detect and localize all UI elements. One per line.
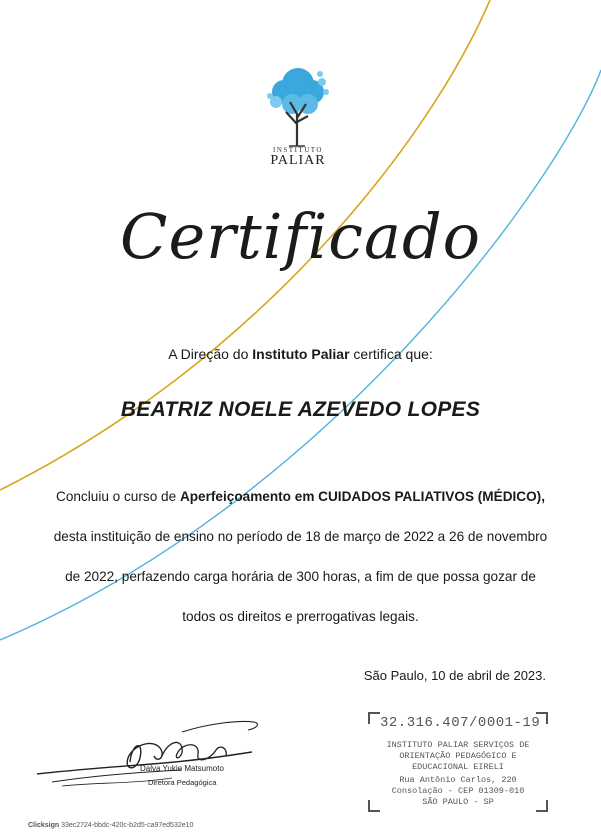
certificate-title: Certificado — [120, 200, 481, 273]
body-line-2: desta instituição de ensino no período de 18 de março de 2022 a 26 de novembro — [53, 529, 548, 544]
signer-role: Diretora Pedagógica — [148, 778, 217, 787]
logo-name: PALIAR — [270, 153, 326, 168]
clicksign-footer — [28, 822, 193, 829]
body-line-4: todos os direitos e prerrogativas legais. — [182, 609, 419, 624]
stamp-line: Consolação - CEP 01309-010 — [391, 786, 525, 796]
stamp-cnpj: 32.316.407/0001-19 — [380, 715, 541, 731]
stamp-corner-tl — [368, 712, 380, 724]
signature-block — [32, 712, 262, 802]
certificate-body — [20, 477, 581, 637]
stamp-line: EDUCACIONAL EIRELI — [412, 762, 504, 772]
handwritten-signature — [32, 712, 262, 802]
signer-name: Dalva Yukie Matsumoto — [140, 764, 224, 773]
document-hash: 33ec2724-bbdc-420c-b2d5-ca97ed532e10 — [61, 822, 194, 829]
stamp-line: ORIENTAÇÃO PEDAGÓGICO E — [399, 751, 517, 761]
recipient-name: BEATRIZ NOELE AZEVEDO LOPES — [120, 398, 481, 421]
logo-subtitle: INSTITUTO — [273, 146, 323, 154]
institute-logo — [258, 62, 338, 177]
issue-date: São Paulo, 10 de abril de 2023. — [363, 668, 546, 683]
stamp-line: Rua Antônio Carlos, 220 — [399, 775, 517, 785]
footer-brand: Clicksign — [28, 822, 60, 829]
intro-suffix: certifica que: — [349, 346, 433, 362]
tree-icon — [262, 62, 334, 148]
intro-org: Instituto Paliar — [252, 346, 350, 362]
body-line-1 — [20, 477, 581, 517]
body-line-3: de 2022, perfazendo carga horária de 300 horas, a fim de que possa gozar de — [65, 569, 536, 584]
intro-text — [0, 346, 601, 362]
stamp-line: INSTITUTO PALIAR SERVIÇOS DE — [386, 740, 530, 750]
course-name: Aperfeiçoamento em CUIDADOS PALIATIVOS (MÉDICO), — [179, 489, 545, 504]
stamp-line: SÃO PAULO - SP — [422, 797, 494, 807]
body-line1-prefix: Concluiu o curso de — [56, 489, 180, 504]
intro-prefix: A Direção do — [168, 346, 253, 362]
company-stamp — [368, 712, 548, 812]
